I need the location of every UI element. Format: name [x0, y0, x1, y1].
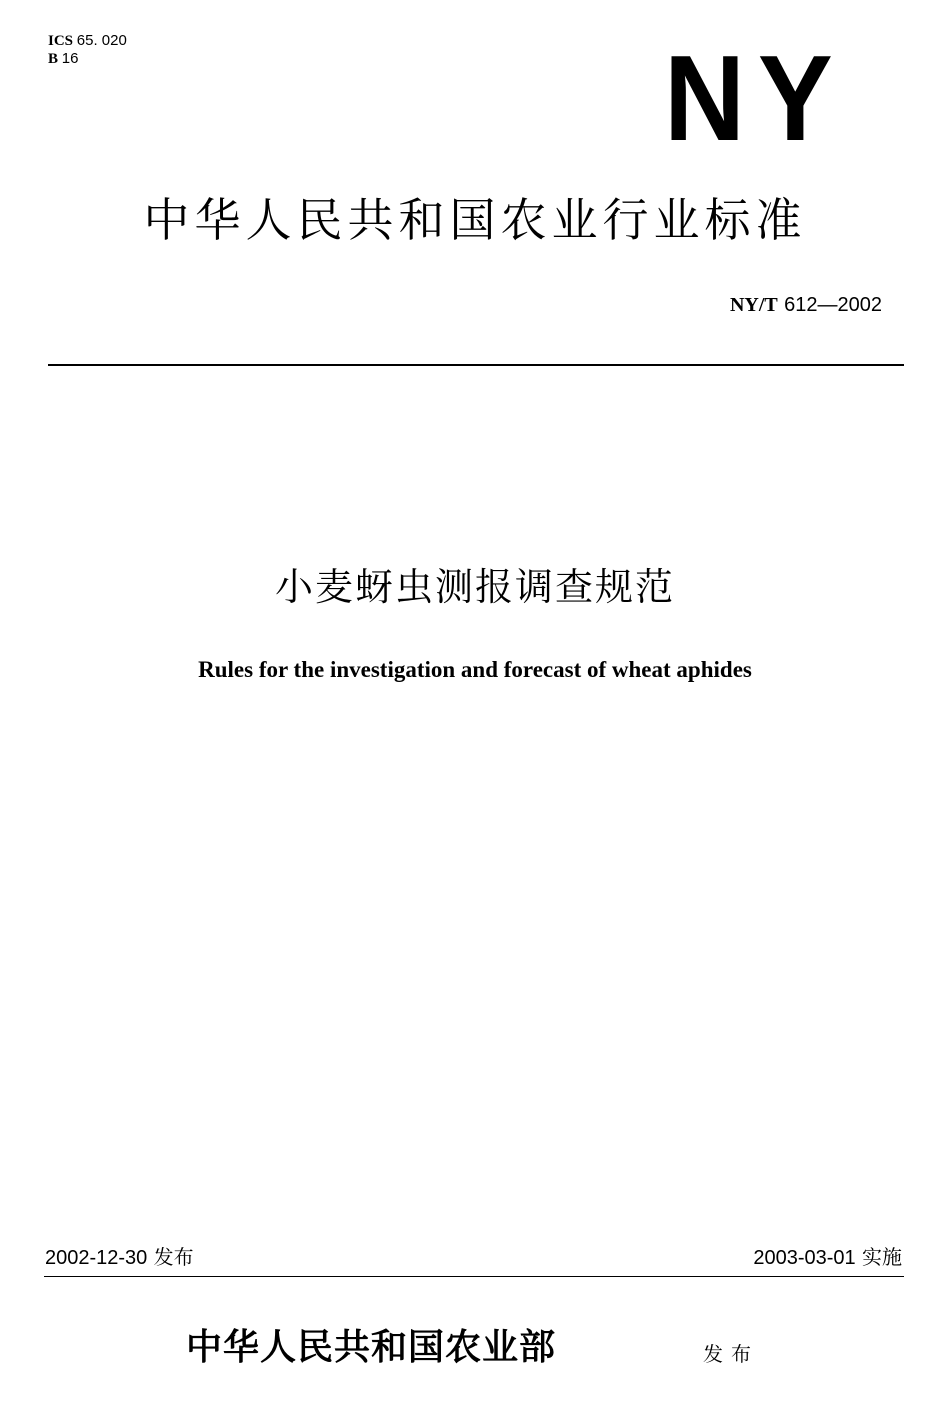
- ccs-key: B: [48, 51, 59, 67]
- header-divider: [48, 364, 904, 366]
- ccs-value: 16: [61, 50, 79, 67]
- ministry-standard-header: 中华人民共和国农业行业标准: [143, 193, 807, 247]
- ics-value: 65. 020: [76, 32, 127, 49]
- implementation-label: 实施: [862, 1245, 902, 1269]
- standard-code: 612—2002: [784, 294, 882, 316]
- standard-prefix: NY/T: [729, 294, 778, 316]
- document-title-english: Rules for the investigation and forecast of wheat aphides: [198, 657, 752, 682]
- ics-code: [48, 32, 127, 50]
- release-date: 2002-12-30: [45, 1247, 148, 1269]
- ccs-code: [48, 50, 127, 68]
- footer-divider: [44, 1276, 904, 1277]
- standard-number: [730, 292, 882, 317]
- ics-key: ICS: [48, 33, 74, 49]
- classification-codes: [48, 32, 127, 68]
- publish-label: 发布: [703, 1342, 759, 1366]
- implementation-info: [753, 1243, 902, 1272]
- document-title-chinese: 小麦蚜虫测报调查规范: [274, 565, 675, 609]
- implementation-date: 2003-03-01: [753, 1247, 856, 1269]
- ny-logo: NY: [664, 30, 846, 166]
- release-label: 发布: [153, 1245, 194, 1269]
- publisher-name: 中华人民共和国农业部: [186, 1326, 557, 1368]
- release-info: [45, 1243, 194, 1272]
